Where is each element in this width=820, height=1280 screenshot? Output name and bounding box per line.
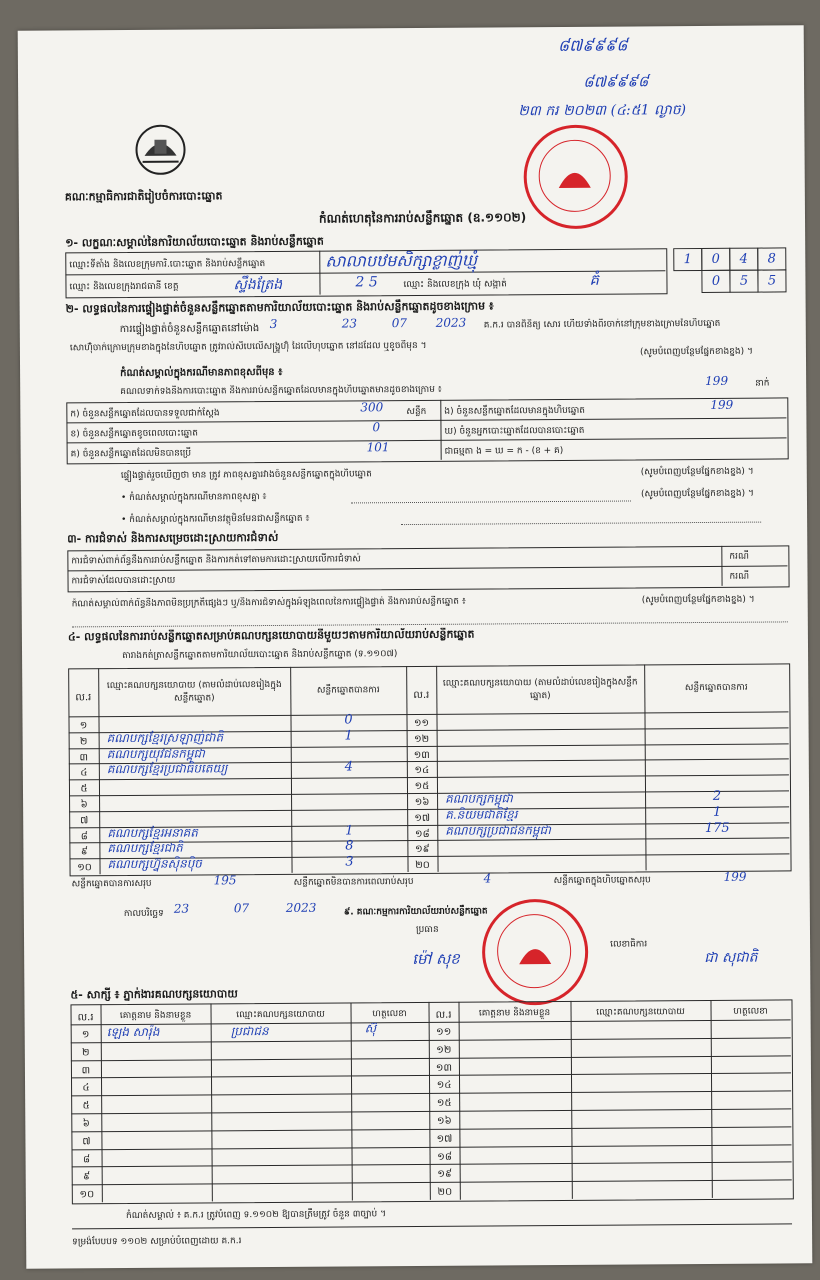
result-row-no: ៥ (80, 783, 88, 795)
row-c-value: 101 (366, 440, 390, 455)
commune-label: ឈ្មោះ និងលេខក្រុង ឃុំ សង្កាត់ (403, 279, 507, 291)
code-cell: 0 (701, 270, 730, 293)
bullet-difference: • កំណត់សម្គាល់ក្នុងករណីមានភាពខុសគ្នា ៖ (120, 492, 267, 504)
result-row-no: ១២ (414, 733, 430, 745)
result-row-party: គណបក្សខ្មែរជាតិ (107, 841, 183, 856)
fill-note-4: (សូមបំពេញបន្ថែមផ្នែកខាងខ្នង) ។ (641, 594, 755, 606)
result-row-party: គណបក្សកម្ពុជា (445, 791, 513, 806)
seal-line: សោហ៊ុំចាក់ក្រោមក្រុមខាងក្នុងនៃហិបឆ្នោត ត្រូវរាល់សឺបេលើសង្ខ្រូហ៊ុំ ដៃលើហុបឆ្នោត នៅដដែល ឬខូចពីមុន ។ (69, 340, 427, 354)
formula: ជាធម្មតា ង = ឃ = ក - (ខ + គ) (444, 445, 564, 457)
section4-subtitle: តារាងកត់ត្រាសន្លឹកឆ្នោតតាមការិយាល័យបោះឆ្នោត និងរាប់សន្លឹកឆ្នោត (ទ.១១០៧) (122, 649, 398, 662)
w-col-party-left: ឈ្មោះគណបក្សនយោបាយ (236, 1009, 325, 1021)
official-seal-bottom (482, 899, 589, 1006)
result-row-no: ១៦ (414, 796, 430, 809)
col-no-left: ល.រ (75, 692, 92, 704)
row-d-value: 199 (705, 373, 729, 388)
w-col-name-right: គោត្តនាម និងនាមខ្លួន (478, 1008, 551, 1019)
chair-label: ប្រធាន (415, 924, 439, 935)
form-code: ទម្រង់បែបបទ ១១០២ សម្រាប់បំពេញដោយ គ.ក.រ (72, 1236, 242, 1248)
result-row-no: ១ (79, 720, 88, 732)
row-c-label: គ) ចំនួនសន្លឹកឆ្នោតដែលមិនបានប្រើ (70, 448, 192, 460)
result-row-party: គណបក្សខ្មែរស្រឡាញ់ជាតិ (106, 730, 224, 745)
total-valid: 195 (213, 873, 237, 888)
result-row-votes: 175 (704, 820, 730, 836)
result-row-no: ១៥ (414, 781, 430, 793)
objection-row2: ការជំទាស់ដែលបានដោះស្រាយ (71, 575, 176, 587)
sign-day: 23 (173, 901, 190, 916)
result-row-no: ១៧ (414, 812, 431, 824)
witness-row-no: ១៨ (437, 1151, 452, 1163)
row-d-label: ឃ) ចំនួនអ្នកបោះឆ្នោតដែលបានបោះឆ្នោត (444, 425, 585, 437)
invalid-value: 4 (483, 871, 492, 886)
row-b-value: 0 (372, 420, 381, 435)
witness-row-no: ១៦ (436, 1115, 452, 1127)
row-a-label: ក) ចំនួនសន្លឹកឆ្នោតដែលបានទទួលជាក់ស្តែង (70, 408, 220, 420)
witness-signature: ស៊ុ (364, 1021, 377, 1036)
row-b-label: ខ) ចំនួនសន្លឹកឆ្នោតខូចពេលបោះឆ្នោត (70, 428, 198, 440)
fill-note-2: (សូមបំពេញបន្ថែមផ្នែកខាងខ្នង) ។ (640, 466, 754, 478)
witness-name: ឡេង សារ៉ុង (106, 1024, 160, 1040)
quorum-text: គណលទាក់ទងនឹងការបោះឆ្នោត និងការរាប់សន្លឹកឆ្នោតដែលមានក្នុងហិបឆ្នោតមានដូចខាងក្រោម ៖ (120, 384, 442, 398)
w-col-no-left: ល.រ (77, 1012, 94, 1024)
result-row-party: គណបក្សប្រជាជនកម្ពុជា (445, 822, 551, 838)
result-row-party: គណបក្សខ្មែរប្រជាធិបតេយ្យ (106, 761, 228, 777)
section4-title: ៤- លទ្ធផលនៃការរាប់សន្លឹកឆ្នោតសម្រាប់គណបក្សនយោបាយនីមួយៗតាមការិយាល័យរាប់សន្លឹកឆ្នោត (67, 627, 475, 644)
witness-row-no: ៤ (82, 1082, 90, 1094)
fill-note-1: (សូមបំពេញបន្ថែមផ្នែកខាងខ្នង) ។ (639, 346, 753, 358)
province-value: ស្ទឹងត្រែង (233, 276, 283, 294)
result-row-votes: 1 (712, 804, 722, 820)
row-a-unit: សន្លឹក (406, 406, 427, 418)
commune-value: គំ (589, 270, 600, 289)
result-row-party: គណបក្សខ្មែរអនាគត (107, 825, 198, 840)
day-value: 23 (341, 316, 358, 331)
time-text: ការផ្ទៀងផ្ទាត់ចំនួនសន្លឹកឆ្នោតនៅម៉ោង (119, 323, 260, 336)
witness-row-no: ២ (81, 1047, 90, 1059)
secretary-signature: ជា សុជាតិ (704, 949, 758, 966)
result-row-no: ១៤ (414, 765, 430, 777)
province-code: 2 5 (355, 274, 378, 291)
code-cell: 0 (701, 248, 730, 271)
code-cell: 1 (673, 248, 702, 271)
witness-row-no: ១២ (436, 1044, 452, 1056)
fill-note-3: (សូមបំពេញបន្ថែមផ្នែកខាងខ្នង) ។ (640, 488, 754, 500)
w-col-party-right: ឈ្មោះគណបក្សនយោបាយ (596, 1007, 685, 1018)
date-label: កាលបរិច្ឆេទ (123, 908, 164, 920)
objection-note: កំណត់សម្គាល់ពាក់ព័ន្ធនឹងភាពមិនប្រក្រតីផ្សេងៗ ឬ/និងការជំទាស់ក្នុងអំឡុងពេលនៃការផ្ទៀងផ្ទាត់ និងការរាប់សន្លឹកឆ្នោត ៖ (71, 596, 466, 610)
handwritten-top-note: ៨៧៩៩៩៨ (557, 35, 628, 55)
invalid-label: សន្លឹកឆ្នោតមិនបានការពេលរាប់សរុប (293, 877, 414, 888)
witness-row-no: ១៩ (437, 1169, 453, 1181)
result-row-votes: 4 (344, 759, 354, 775)
witness-row-no: ៩ (83, 1171, 91, 1183)
witness-row-no: ១១ (436, 1026, 452, 1038)
witness-row-no: ៣ (81, 1064, 91, 1076)
commission-label: ៩. គណៈកម្មការការិយាល័យរាប់សន្លឹកឆ្នោត (343, 906, 488, 918)
witness-row-no: ១៥ (436, 1097, 452, 1110)
result-row-no: ១០ (77, 862, 92, 874)
witness-row-no: ៧ (82, 1136, 91, 1148)
form-page (18, 25, 813, 1268)
section3-title: ៣- ការជំទាស់ និងការសម្រេចដោះស្រាយការជំទាស់ (67, 530, 279, 546)
sign-month: 07 (233, 901, 250, 916)
total-valid-label: សន្លឹកឆ្នោតបានការសរុប (71, 878, 152, 890)
witness-row-no: ១៣ (435, 1062, 453, 1074)
result-row-no: ៣ (79, 751, 89, 763)
form-title: កំណត់ហេតុនៃការរាប់សន្លឹកឆ្នោត (ឧ.១១០២) (318, 210, 527, 226)
code-cell: 5 (757, 269, 786, 292)
result-row-no: ១៣ (413, 749, 430, 761)
section2-title: ២- លទ្ធផលនៃការផ្ទៀងផ្ទាត់ចំនួនសន្លឹកឆ្នោតតាមការិយាល័យបោះឆ្នោត និងរាប់សន្លឹកឆ្នោតដូចខាងក្រោម ៖ (65, 299, 494, 316)
witness-row-no: ១៧ (436, 1133, 453, 1145)
witness-row-no: ៦ (82, 1118, 90, 1130)
check-line: ផ្ទៀងផ្ទាត់រួចឃើញថា មាន ត្រូវ ភាពខុសគ្នារវាងចំនួនសន្លឹកឆ្នោតក្នុងហិបឆ្នោត (120, 469, 372, 482)
witness-row-no: ១០ (79, 1189, 95, 1201)
result-row-no: ៩ (80, 846, 89, 858)
result-row-no: ១៨ (414, 828, 430, 840)
witness-row-no: ១ (81, 1029, 90, 1041)
section1-title: ១- លក្ខណៈសម្គាល់នៃការិយាល័យបោះឆ្នោត និងរាប់សន្លឹកឆ្នោត (65, 234, 324, 250)
result-row-party: គណបក្សហ្វ៊ុនស៊ិនប៉ិច (107, 856, 202, 872)
chair-signature: ម៉ៅ សុខ (412, 949, 460, 969)
month-value: 07 (391, 316, 408, 331)
result-row-votes: 1 (345, 823, 354, 839)
result-row-votes: 1 (344, 728, 353, 744)
objection-row1: ការជំទាស់ពាក់ព័ន្ធនឹងការរាប់សន្លឹកឆ្នោត និងការកត់ទៅតាមការដោះស្រាយលើការជំទាស់ (71, 554, 361, 567)
time-value: 3 (269, 316, 278, 332)
unit-person: នាក់ (755, 378, 770, 389)
col-votes-right: សន្លឹកឆ្នោតបានការ (684, 682, 748, 694)
witness-party: ប្រជាជន (230, 1024, 269, 1039)
result-row-votes: 8 (345, 838, 354, 854)
witness-row-no: ៨ (82, 1153, 91, 1165)
witness-row-no: ៥ (82, 1100, 90, 1112)
result-row-no: ១១ (413, 717, 430, 730)
handwritten-note-2: ២៣ ករ ២០២៣ (៤:៥1 ល្ងាច) (518, 102, 687, 120)
w-col-sign-right: ហត្ថលេខា (733, 1006, 768, 1017)
result-row-votes: 0 (344, 712, 353, 728)
year-value: 2023 (435, 315, 467, 330)
secretary-label: លេខាធិការ (610, 939, 648, 950)
col-party-right: ឈ្មោះគណបក្សនយោបាយ (តាមលំដាប់លេខរៀងក្នុងសន្លឹកឆ្នោត) (442, 677, 638, 702)
col-votes-left: សន្លឹកឆ្នោតបានការ (316, 685, 380, 696)
result-row-no: ៧ (80, 815, 89, 827)
result-row-no: ២ (79, 736, 88, 748)
code-cell: 8 (757, 247, 786, 270)
section5-title: ៥- សាក្សី ៖ ភ្នាក់ងារគណបក្សនយោបាយ (70, 987, 238, 1002)
station-value: សាលាបឋមសិក្សាខ្លាញ់ឃ្មុំ (325, 250, 478, 271)
col-party-left: ឈ្មោះគណបក្សនយោបាយ (តាមលំដាប់លេខរៀងក្នុងសន្លឹកឆ្នោត) (106, 679, 282, 704)
footer-note: កំណត់សម្គាល់ ៖ គ.ក.រ ត្រូវបំពេញ ទ.១១០២ ឱ្យបានត្រឹមត្រូវ ចំនួន ៣ច្បាប់ ។ (125, 1209, 387, 1222)
w-col-no-right: ល.រ (435, 1009, 452, 1021)
result-row-no: ៦ (80, 799, 88, 811)
result-row-no: ១៩ (415, 844, 430, 856)
code-cell: 4 (729, 248, 758, 271)
result-row-votes: 3 (345, 854, 354, 870)
difference-subheading: កំណត់សម្គាល់ក្នុងករណីមានភាពខុសពីមុន ៖ (120, 366, 283, 380)
witness-row-no: ២០ (437, 1186, 453, 1199)
w-col-sign-left: ហត្ថលេខា (372, 1009, 407, 1020)
station-label: ឈ្មោះទីតាំង និងលេខក្រុមការិ.បោះឆ្នោត និងរាប់សន្លឹកឆ្នោត (69, 259, 266, 271)
org-name: គណៈកម្មាធិការជាតិរៀបចំការបោះឆ្នោត (64, 189, 223, 204)
code-cell: 5 (729, 270, 758, 293)
result-row-no: ២០ (415, 860, 430, 872)
result-row-votes: 2 (712, 788, 722, 804)
province-label: ឈ្មោះ និងលេខក្រុងរាជធានី ខេត្ត (69, 281, 179, 293)
col-no-right: ល.រ (413, 689, 430, 702)
objection-case-2: ករណី (729, 571, 750, 582)
witness-row-no: ១៤ (436, 1080, 452, 1092)
total-box: 199 (723, 869, 747, 884)
objection-case-1: ករណី (729, 551, 749, 562)
row-e-value: 199 (710, 397, 734, 412)
w-col-name-left: គោត្តនាម និងនាមខ្លួន (119, 1010, 192, 1022)
nec-emblem-icon (132, 122, 188, 178)
bullet-foreign-object: • កំណត់សម្គាល់ក្នុងករណីមានវត្ថុមិនមែនជាសន្លឹកឆ្នោត ៖ (121, 513, 310, 526)
row-e-label: ង) ចំនួនសន្លឹកឆ្នោតដែលមានក្នុងហិបឆ្នោត (444, 405, 586, 417)
result-row-party: គ.និយមជាតិខ្មែរ (445, 807, 518, 822)
row-a-value: 300 (360, 400, 384, 415)
handwritten-note-1: ៨៧៩៩៩៨ (582, 72, 649, 91)
result-row-no: ៤ (80, 767, 88, 779)
sign-year: 2023 (285, 900, 317, 915)
total-box-label: សន្លឹកឆ្នោតក្នុងហិបឆ្នោតសរុប (553, 875, 651, 887)
result-row-party: គណបក្សយុវជនកម្ពុជា (106, 746, 205, 761)
result-row-no: ៨ (80, 830, 88, 842)
date-suffix: គ.ក.រ បានពិនិត្យ សោរ ហើយទាំងពីរចាក់នៅក្រុមខាងក្រោមនៃហិបឆ្នោត (483, 318, 721, 331)
official-seal-top (523, 125, 628, 230)
